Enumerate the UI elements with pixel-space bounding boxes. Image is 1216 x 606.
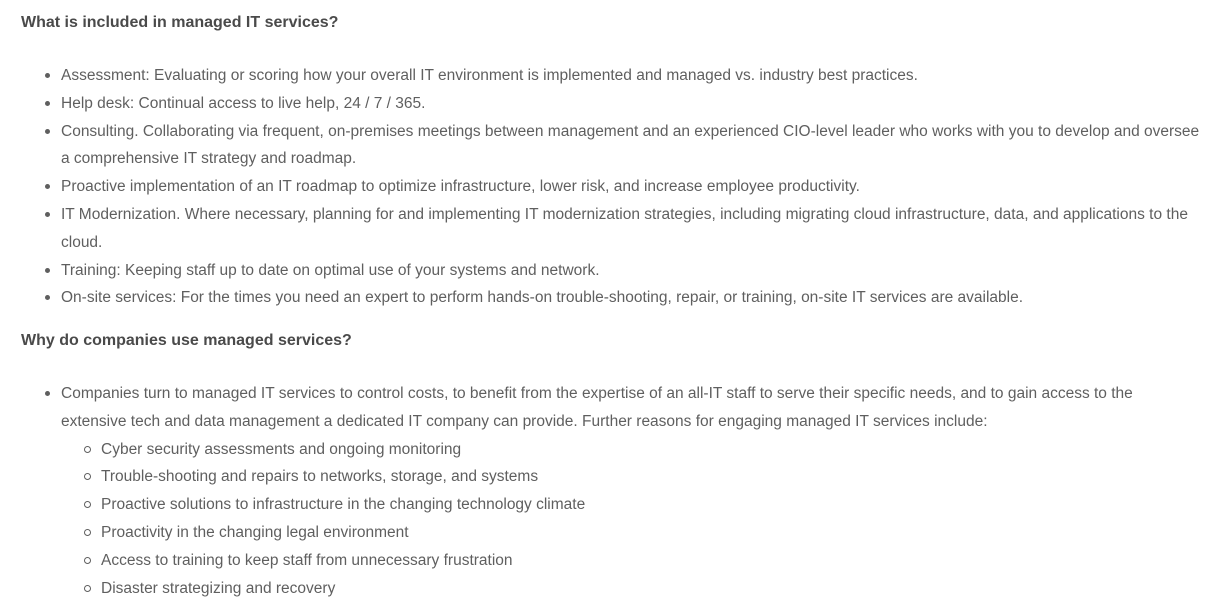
sublist-item-disaster-recovery: Disaster strategizing and recovery xyxy=(61,575,1201,603)
list-item-it-modernization: IT Modernization. Where necessary, planning for and implementing IT modernization strategies, including migrating cloud infrastructure, data, and applications to the cloud. xyxy=(41,201,1201,257)
sublist-item-legal-environment: Proactivity in the changing legal environment xyxy=(61,519,1201,547)
reasons-list xyxy=(41,380,1201,602)
reasons-sublist xyxy=(61,436,1201,603)
list-item-help-desk: Help desk: Continual access to live help, 24 / 7 / 365. xyxy=(41,90,1201,118)
section-heading-included: What is included in managed IT services? xyxy=(21,14,339,31)
list-item-consulting: Consulting. Collaborating via frequent, on-premises meetings between management and an experienced CIO-level leader who works with you to develop and oversee a comprehensive IT strategy and roadmap. xyxy=(41,118,1201,174)
list-item-assessment: Assessment: Evaluating or scoring how your overall IT environment is implemented and managed vs. industry best practices. xyxy=(41,62,1201,90)
sublist-item-proactive-solutions: Proactive solutions to infrastructure in the changing technology climate xyxy=(61,491,1201,519)
list-item-main-reason xyxy=(41,380,1201,602)
section-heading-why: Why do companies use managed services? xyxy=(21,332,352,349)
sublist-item-trouble-shooting: Trouble-shooting and repairs to networks, storage, and systems xyxy=(61,463,1201,491)
included-services-list xyxy=(41,62,1201,312)
main-reason-text: Companies turn to managed IT services to control costs, to benefit from the expertise of an all-IT staff to serve their specific needs, and to gain access to the extensive tech and data management a dedicated IT company can provide. Further reasons for engaging managed IT services include: xyxy=(61,385,1133,430)
list-item-training: Training: Keeping staff up to date on optimal use of your systems and network. xyxy=(41,257,1201,285)
sublist-item-training-access: Access to training to keep staff from unnecessary frustration xyxy=(61,547,1201,575)
list-item-on-site-services: On-site services: For the times you need an expert to perform hands-on trouble-shooting, repair, or training, on-site IT services are available. xyxy=(41,284,1201,312)
sublist-item-cyber-security: Cyber security assessments and ongoing monitoring xyxy=(61,436,1201,464)
list-item-proactive-implementation: Proactive implementation of an IT roadmap to optimize infrastructure, lower risk, and increase employee productivity. xyxy=(41,173,1201,201)
